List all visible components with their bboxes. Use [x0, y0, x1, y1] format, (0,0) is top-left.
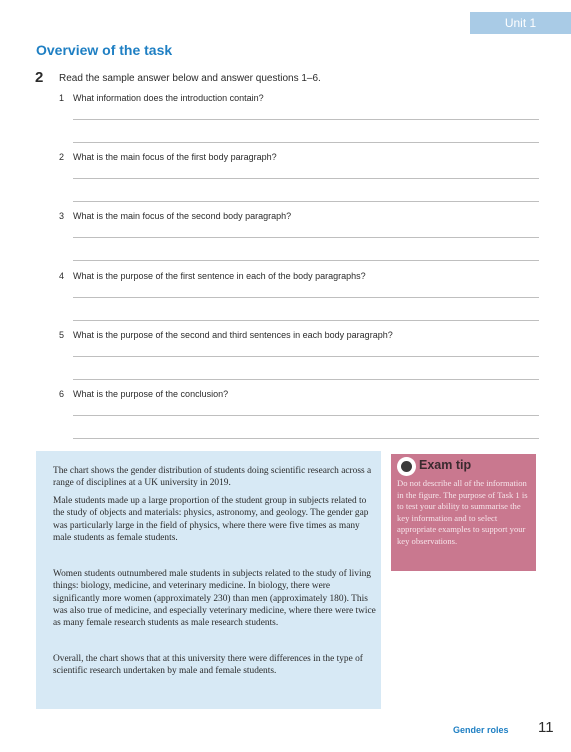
- page-number: 11: [538, 719, 554, 736]
- answer-line[interactable]: [73, 415, 539, 416]
- lightbulb-icon: [397, 457, 416, 476]
- exercise-instruction: Read the sample answer below and answer questions 1–6.: [59, 73, 321, 84]
- footer-section-label: Gender roles: [453, 725, 509, 735]
- answer-line[interactable]: [73, 356, 539, 357]
- question-3: [59, 210, 539, 222]
- unit-tab: [470, 12, 571, 34]
- question-text: What is the purpose of the first sentence in each of the body paragraphs?: [73, 271, 366, 281]
- sample-paragraph-3: Women students outnumbered male students in subjects related to the study of living things: biology, medicine, and veterinary medicine. In biology, there were significantly more women (approximately 230) than men (approximately 180). This was also true of medicine, and especially veterinary medicine, where there were twice as many female research students as male research students.: [53, 569, 376, 629]
- question-number: 3: [59, 211, 65, 221]
- exam-tip-title: Exam tip: [419, 458, 472, 472]
- question-number: 1: [59, 93, 65, 103]
- answer-line[interactable]: [73, 237, 539, 238]
- sample-paragraph-2: Male students made up a large proportion of the student group in subjects related to the study of objects and materials: physics, astronomy, and geology. The gender gap was particularly large in the field of physics, where there were five times as many male students as female students.: [53, 496, 369, 543]
- question-number: 6: [59, 389, 65, 399]
- question-text: What is the purpose of the conclusion?: [73, 389, 229, 399]
- answer-line[interactable]: [73, 297, 539, 298]
- question-text: What is the main focus of the first body paragraph?: [73, 152, 277, 162]
- sample-paragraph-1: The chart shows the gender distribution of students doing scientific research across a range of disciplines at a UK university in 2019.: [53, 466, 372, 489]
- answer-line[interactable]: [73, 201, 539, 202]
- question-4: [59, 270, 539, 282]
- exam-tip-text: Do not describe all of the information in the figure. The purpose of Task 1 is to test your ability to summarise the key information and to select appropriate examples to support your key observations.: [397, 478, 528, 546]
- section-title: Overview of the task: [36, 42, 173, 58]
- exam-tip-box: [391, 454, 536, 571]
- answer-line[interactable]: [73, 260, 539, 261]
- question-text: What information does the introduction contain?: [73, 93, 264, 103]
- answer-line[interactable]: [73, 438, 539, 439]
- sample-paragraph-4: Overall, the chart shows that at this university there were differences in the type of scientific research undertaken by male and female students.: [53, 654, 363, 677]
- question-5: [59, 329, 539, 341]
- answer-line[interactable]: [73, 379, 539, 380]
- question-number: 5: [59, 330, 65, 340]
- question-number: 4: [59, 271, 65, 281]
- answer-line[interactable]: [73, 178, 539, 179]
- answer-line[interactable]: [73, 142, 539, 143]
- question-text: What is the main focus of the second body paragraph?: [73, 211, 292, 221]
- sample-answer-box: [36, 451, 381, 709]
- question-1: [59, 92, 539, 104]
- answer-line[interactable]: [73, 320, 539, 321]
- unit-label: Unit 1: [504, 16, 537, 30]
- question-6: [59, 388, 539, 400]
- exercise-number: 2: [35, 69, 44, 86]
- question-number: 2: [59, 152, 65, 162]
- answer-line[interactable]: [73, 119, 539, 120]
- question-2: [59, 151, 539, 163]
- question-text: What is the purpose of the second and third sentences in each body paragraph?: [73, 330, 393, 340]
